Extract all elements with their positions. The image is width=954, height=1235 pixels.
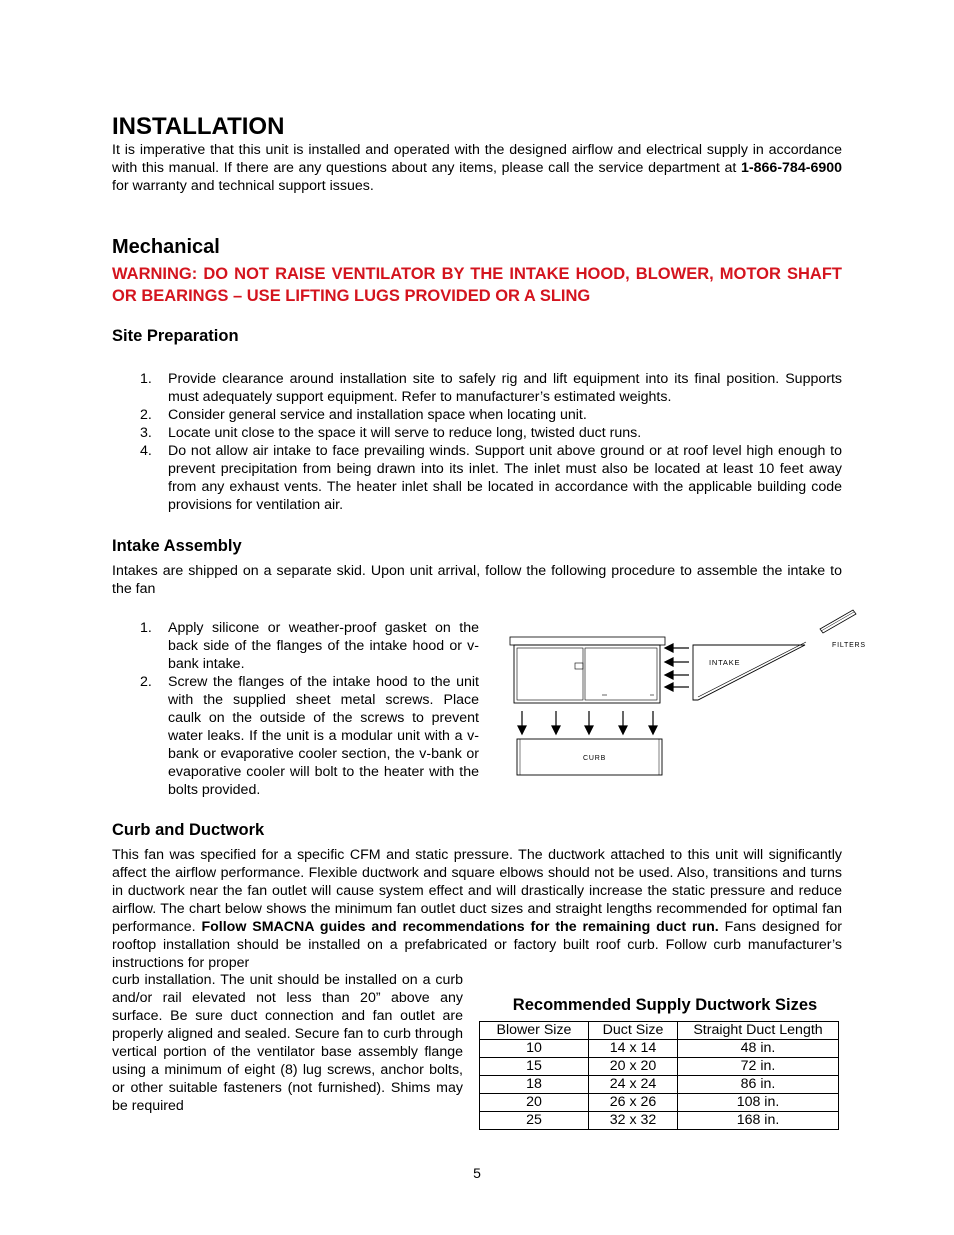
table-row: 25 32 x 32 168 in. [480,1112,839,1130]
intake-intro: Intakes are shipped on a separate skid. Upon unit arrival, follow the following procedure to assemble the intake to the fan [112,563,842,597]
list-item: 1. Apply silicone or weather-proof gasket on the back side of the flanges of the intake hood or v-bank intake. [140,620,479,672]
intake-assembly-list [112,619,479,799]
list-item: 2. Consider general service and installation space when locating unit. [140,407,587,423]
lifting-warning: WARNING: DO NOT RAISE VENTILATOR BY THE INTAKE HOOD, BLOWER, MOTOR SHAFT OR BEARINGS – USE LIFTING LUGS PROVIDED OR A SLING [112,265,842,305]
column-header: Straight Duct Length [678,1022,839,1040]
filters-label: FILTERS [832,642,866,649]
table-row: 18 24 x 24 86 in. [480,1076,839,1094]
intake-assembly-heading: Intake Assembly [112,537,242,555]
intro-text-end: for warranty and technical support issues. [112,178,374,194]
curb-label: CURB [583,755,607,762]
curb-ductwork-paragraph: This fan was specified for a specific CFM and static pressure. The ductwork attached to this unit will significantly affect the airflow performance. Flexible ductwork and square elbows should not be used. Also, transitions and turns in ductwork near the fan outlet will cause system effect and will drastically increase the static pressure and reduce airflow. The chart below shows the minimum fan outlet duct sizes and straight lengths recommended for optimal fan performance. Follow SMACNA guides and recommendations for the remaining duct run. Fans designed for rooftop installation should be installed on a prefabricated or factory built roof curb. Follow curb manufacturer’s instructions for proper [112,847,843,971]
service-phone: 1-866-784-6900 [741,160,842,176]
mechanical-heading: Mechanical [112,236,220,258]
page-title: INSTALLATION [112,113,285,140]
column-header: Duct Size [589,1022,678,1040]
duct-size-table [479,1021,839,1130]
airflow-down-arrows [518,711,657,734]
list-item: 2. Screw the flanges of the intake hood to the unit with the supplied sheet metal screws. Place caulk on the outside of the screws to prevent water leaks. If the unit is a modular unit with a v-bank or evaporative cooler section, the v-bank or evaporative cooler will bolt to the heater with the bolts provided. [140,674,479,798]
intake-assembly-diagram [505,605,875,780]
site-preparation-list [112,370,842,514]
intake-hood [693,645,805,700]
intro-text: It is imperative that this unit is installed and operated with the designed airflow and electrical supply in accordance with this manual. If there are any questions about any items, please call the service department at [112,142,842,176]
curb-installation-paragraph: curb installation. The unit should be installed on a curb and/or rail elevated not less than 20” above any surface. Be sure duct connection and fan outlet are properly aligned and sealed. Secure fan to curb through vertical portion of the ventilator base assembly flange using a minimum of eight (8) lug screws, anchor bolts, or other suitable fasteners (not furnished). Shims may be required [112,972,463,1114]
table-row: 10 14 x 14 48 in. [480,1040,839,1058]
column-header: Blower Size [480,1022,589,1040]
table-header-row [480,1022,839,1040]
table-row: 15 20 x 20 72 in. [480,1058,839,1076]
list-item: 4. Do not allow air intake to face prevailing winds. Support unit above ground or at roof level high enough to prevent precipitation from being drawn into its inlet. The inlet must also be located at least 10 feet away from any exhaust vents. The heater inlet shall be located in accordance with the applicable building code provisions for ventilation air. [140,443,842,513]
intake-arrows [665,644,689,691]
curb-ductwork-heading: Curb and Ductwork [112,821,265,839]
site-preparation-heading: Site Preparation [112,327,239,345]
smacna-note: Follow SMACNA guides and recommendations for the remaining duct run. [201,919,719,935]
list-item: 3. Locate unit close to the space it will serve to reduce long, twisted duct runs. [140,425,642,441]
intro-paragraph [112,141,842,195]
duct-table-title: Recommended Supply Ductwork Sizes [512,996,818,1014]
intake-label: INTAKE [709,658,741,667]
page-number: 5 [473,1165,481,1181]
list-item: 1. Provide clearance around installation site to safely rig and lift equipment into its final position. Supports must adequately support equipment. Refer to manufacturer’s estimated weights. [140,371,842,405]
table-row: 20 26 x 26 108 in. [480,1094,839,1112]
